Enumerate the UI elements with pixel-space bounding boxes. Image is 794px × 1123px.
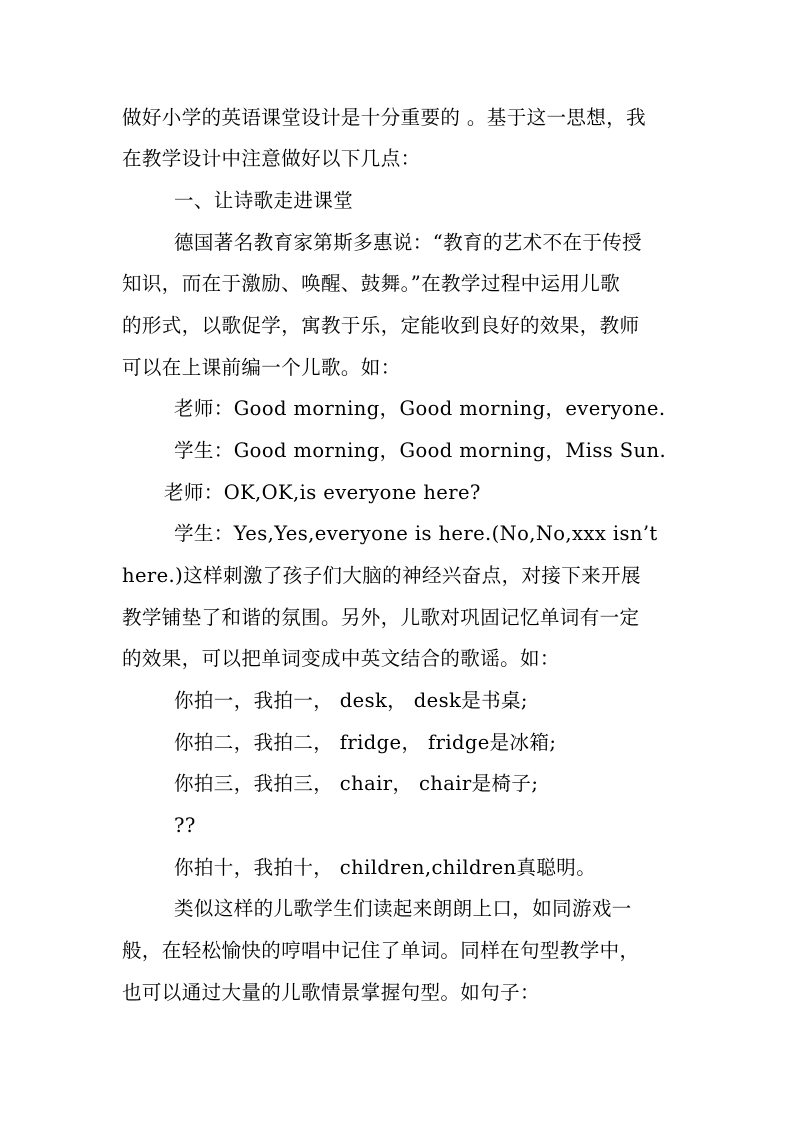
paragraph-line: 德国著名教育家第斯多惠说：“教育的艺术不在于传授	[174, 231, 643, 254]
paragraph-line: 知识，而在于激励、唤醒、鼓舞。”在教学过程中运用儿歌	[122, 272, 621, 295]
paragraph-line: here.)这样刺激了孩子们大脑的神经兴奋点，对接下来开展	[122, 564, 641, 587]
section-heading: 一、让诗歌走进课堂	[174, 189, 354, 212]
paragraph-line: 的效果，可以把单词变成中英文结合的歌谣。如：	[122, 647, 560, 670]
dialogue-line: 学生：Yes,Yes,everyone is here.(No,No,xxx isn’t	[174, 522, 658, 545]
rhyme-line: 你拍三，我拍三， chair， chair是椅子;	[174, 772, 539, 795]
paragraph-line: 在教学设计中注意做好以下几点：	[122, 147, 421, 170]
paragraph-line: 可以在上课前编一个儿歌。如：	[122, 356, 401, 379]
paragraph-line: 的形式，以歌促学，寓教于乐，定能收到良好的效果，教师	[122, 314, 640, 337]
paragraph-line: 也可以通过大量的儿歌情景掌握句型。如句子：	[122, 981, 540, 1004]
rhyme-line: 你拍一，我拍一， desk， desk是书桌;	[174, 689, 528, 712]
dialogue-line: 老师：Good morning，Good morning，everyone.	[174, 397, 666, 420]
rhyme-line: 你拍十，我拍十， children,children真聪明。	[174, 856, 597, 879]
paragraph-line: 类似这样的儿歌学生们读起来朗朗上口，如同游戏一	[174, 897, 632, 920]
rhyme-line: 你拍二，我拍二， fridge， fridge是冰箱;	[174, 731, 557, 754]
rhyme-line: ??	[174, 814, 196, 837]
dialogue-line: 老师：OK,OK,is everyone here?	[164, 481, 481, 504]
paragraph-line: 教学铺垫了和谐的氛围。另外，儿歌对巩固记忆单词有一定	[122, 606, 640, 629]
paragraph-line: 做好小学的英语课堂设计是十分重要的 。基于这一思想，我	[122, 106, 646, 129]
dialogue-line: 学生：Good morning，Good morning，Miss Sun.	[174, 439, 667, 462]
paragraph-line: 般，在轻松愉快的哼唱中记住了单词。同样在句型教学中，	[122, 939, 640, 962]
